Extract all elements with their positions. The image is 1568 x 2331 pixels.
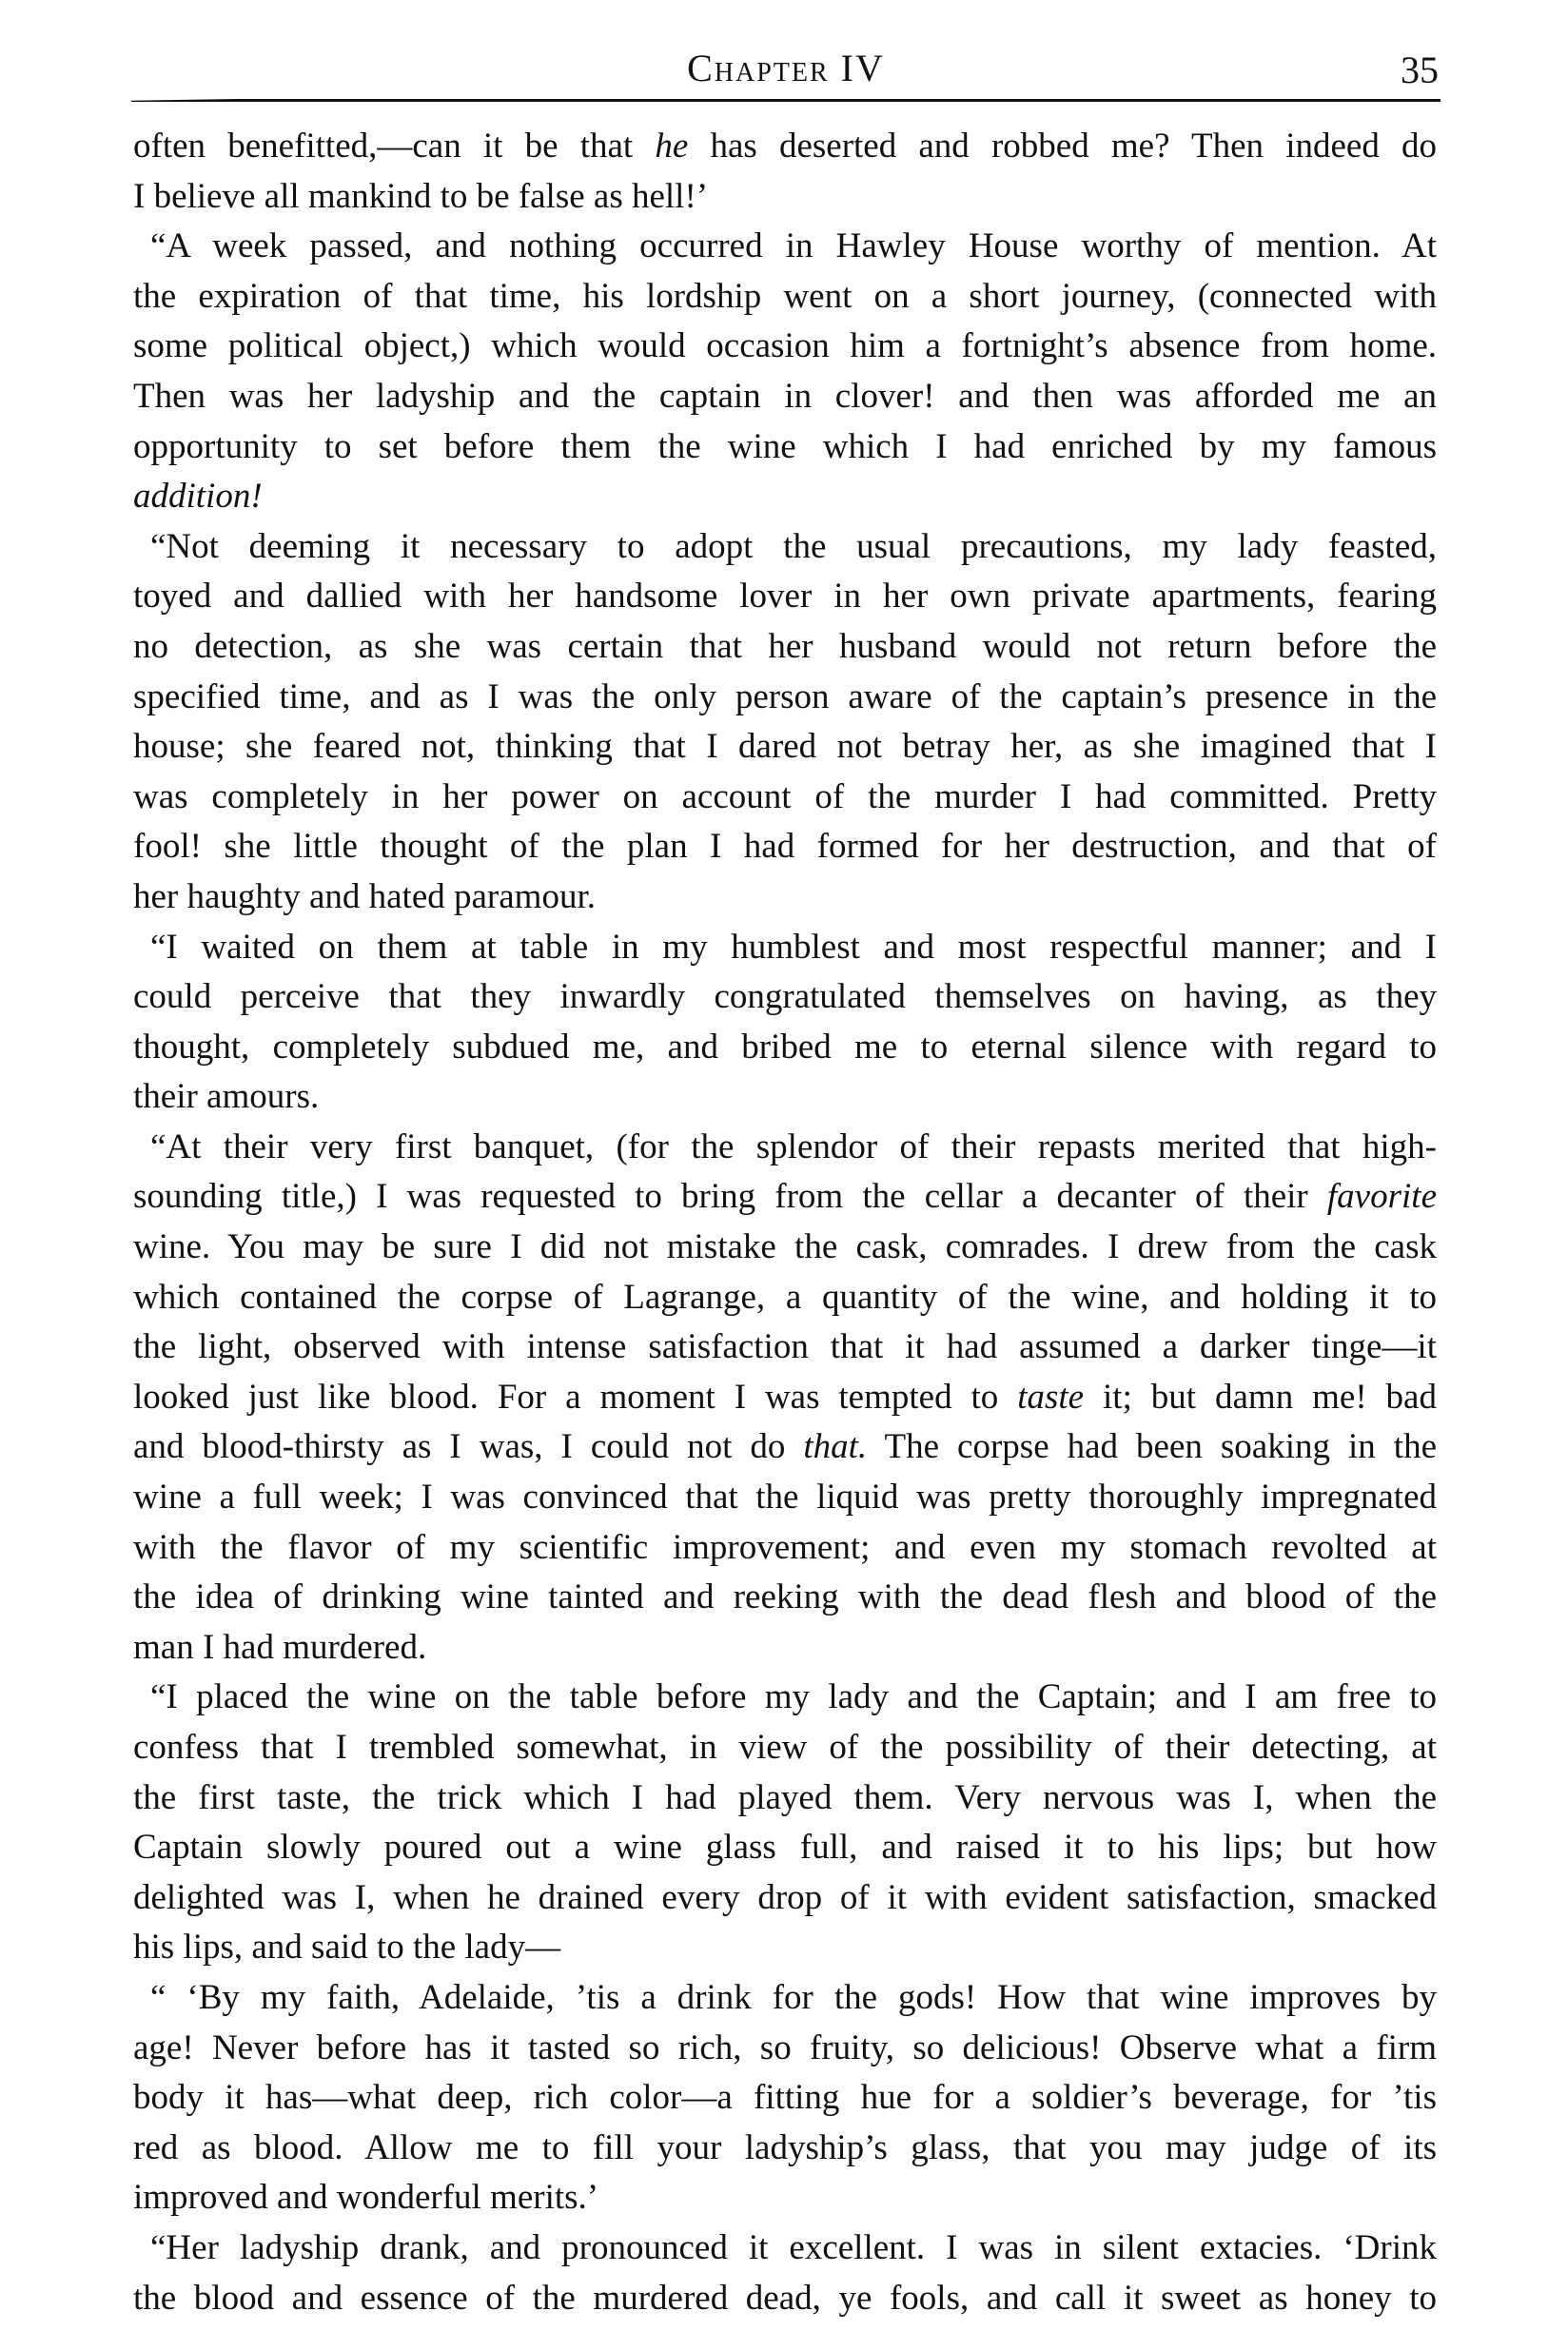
- text-run: fool! she little thought of the plan I had formed for her destruction, and that of: [133, 827, 1437, 867]
- text-line: [133, 2274, 1437, 2324]
- paragraph: [133, 522, 1437, 923]
- page-number: 35: [1401, 49, 1439, 91]
- text-line: [133, 1223, 1437, 1273]
- text-line: [133, 1923, 1437, 1973]
- text-run: body it has—what deep, rich color—a fitting hue for a soldier’s beverage, for ’tis: [133, 2078, 1437, 2118]
- text-line: [133, 1373, 1437, 1423]
- text-line: [133, 272, 1437, 323]
- text-line: [133, 572, 1437, 622]
- text-line: [133, 122, 1437, 172]
- text-line: [133, 1573, 1437, 1623]
- text-line: [133, 2173, 1437, 2223]
- text-run: the expiration of that time, his lordship went on a short journey, (connected with: [133, 276, 1437, 316]
- text-run: and blood-thirsty as I was, I could not do: [133, 1427, 804, 1467]
- paragraph: [133, 2223, 1437, 2323]
- text-line: [133, 2124, 1437, 2174]
- text-run: the blood and essence of the murdered dead, ye fools, and call it sweet as honey to: [133, 2278, 1437, 2318]
- text-line: [133, 1673, 1437, 1723]
- text-line: [133, 722, 1437, 773]
- text-run: improved and wonderful merits.’: [133, 2178, 599, 2218]
- text-line: [133, 773, 1437, 823]
- text-run: “ ‘By my faith, Adelaide, ’tis a drink for the gods! How that wine improves by: [150, 1977, 1437, 2017]
- text-line: [133, 1623, 1437, 1674]
- text-run: red as blood. Allow me to fill your ladyship’s glass, that you may judge of its: [133, 2127, 1437, 2167]
- text-run: Captain slowly poured out a wine glass full, and raised it to his lips; but how: [133, 1828, 1437, 1868]
- text-run: no detection, as she was certain that her husband would not return before the: [133, 626, 1437, 666]
- text-line: [133, 923, 1437, 973]
- text-run: toyed and dallied with her handsome lover in her own private apartments, fearing: [133, 577, 1437, 617]
- text-line: [133, 1172, 1437, 1223]
- text-run: “At their very first banquet, (for the splendor of their repasts merited that high-: [150, 1126, 1437, 1166]
- text-line: [133, 172, 1437, 223]
- text-line: [133, 2073, 1437, 2124]
- text-line: [133, 522, 1437, 573]
- paragraph: [133, 923, 1437, 1123]
- text-line: [133, 1723, 1437, 1773]
- text-line: [133, 1273, 1437, 1323]
- body-text: [133, 122, 1437, 2323]
- text-line: [133, 222, 1437, 272]
- text-line: [133, 1973, 1437, 2024]
- text-run: Then was her ladyship and the captain in clover! and then was afforded me an: [133, 376, 1437, 416]
- text-run: looked just like blood. For a moment I was tempted to: [133, 1377, 1018, 1417]
- text-line: [133, 2223, 1437, 2274]
- italic-text: favorite: [1326, 1177, 1437, 1217]
- text-line: [133, 1123, 1437, 1173]
- text-run: confess that I trembled somewhat, in view of the possibility of their detecting, at: [133, 1728, 1437, 1767]
- header-rule: [131, 99, 1441, 102]
- text-run: could perceive that they inwardly congratulated themselves on having, as they: [133, 977, 1437, 1017]
- chapter-title: Chapter IV: [687, 47, 885, 89]
- text-run: the first taste, the trick which I had played them. Very nervous was I, when the: [133, 1777, 1437, 1817]
- text-run: the light, observed with intense satisfaction that it had assumed a darker tinge—it: [133, 1327, 1437, 1367]
- italic-text: that.: [803, 1427, 868, 1467]
- text-line: [133, 622, 1437, 673]
- text-run: opportunity to set before them the wine which I had enriched by my famous: [133, 426, 1437, 466]
- text-run: their amours.: [133, 1077, 320, 1117]
- text-line: [133, 472, 1437, 522]
- text-line: [133, 1873, 1437, 1924]
- text-line: [133, 1422, 1437, 1473]
- text-run: house; she feared not, thinking that I dared not betray her, as she imagined that I: [133, 727, 1437, 767]
- text-line: [133, 1773, 1437, 1824]
- text-run: I believe all mankind to be false as hell!’: [133, 176, 709, 216]
- text-run: thought, completely subdued me, and bribed me to eternal silence with regard to: [133, 1027, 1437, 1067]
- paragraph: [133, 1673, 1437, 1973]
- text-run: “I placed the wine on the table before my lady and the Captain; and I am free to: [150, 1677, 1437, 1717]
- text-line: [133, 372, 1437, 422]
- text-line: [133, 1023, 1437, 1073]
- text-line: [133, 322, 1437, 372]
- text-run: his lips, and said to the lady—: [133, 1928, 561, 1968]
- text-line: [133, 972, 1437, 1023]
- text-run: “Her ladyship drank, and pronounced it excellent. I was in silent extacies. ‘Drink: [150, 2227, 1437, 2267]
- text-run: with the flavor of my scientific improvement; and even my stomach revolted at: [133, 1527, 1437, 1567]
- text-run: man I had murdered.: [133, 1627, 427, 1667]
- text-run: specified time, and as I was the only person aware of the captain’s presence in the: [133, 676, 1437, 716]
- text-run: has deserted and robbed me? Then indeed do: [688, 127, 1438, 166]
- italic-text: addition!: [133, 477, 263, 517]
- paragraph: [133, 1973, 1437, 2223]
- text-run: “I waited on them at table in my humblest and most respectful manner; and I: [150, 927, 1437, 967]
- text-run: “A week passed, and nothing occurred in Hawley House worthy of mention. At: [150, 226, 1437, 266]
- text-run: wine a full week; I was convinced that the liquid was pretty thoroughly impregnated: [133, 1478, 1437, 1518]
- text-line: [133, 1523, 1437, 1574]
- text-line: [133, 1473, 1437, 1523]
- text-line: [133, 673, 1437, 723]
- text-run: often benefitted,—can it be that: [133, 127, 656, 166]
- text-run: it; but damn me! bad: [1084, 1377, 1437, 1417]
- text-line: [133, 1823, 1437, 1873]
- text-run: The corpse had been soaking in the: [867, 1427, 1437, 1467]
- text-line: [133, 1322, 1437, 1373]
- text-run: delighted was I, when he drained every drop of it with evident satisfaction, smacked: [133, 1877, 1437, 1917]
- text-run: “Not deeming it necessary to adopt the usual precautions, my lady feasted,: [150, 526, 1437, 566]
- paragraph: [133, 1123, 1437, 1674]
- italic-text: taste: [1017, 1377, 1085, 1417]
- text-line: [133, 2024, 1437, 2074]
- text-run: wine. You may be sure I did not mistake the cask, comrades. I drew from the cask: [133, 1227, 1437, 1267]
- text-line: [133, 1072, 1437, 1123]
- text-run: her haughty and hated paramour.: [133, 876, 596, 916]
- text-run: age! Never before has it tasted so rich, so fruity, so delicious! Observe what a firm: [133, 2027, 1437, 2067]
- text-line: [133, 822, 1437, 872]
- text-line: [133, 422, 1437, 473]
- text-run: sounding title,) I was requested to bring from the cellar a decanter of their: [133, 1177, 1327, 1217]
- text-run: was completely in her power on account of the murder I had committed. Pretty: [133, 776, 1437, 816]
- text-run: some political object,) which would occasion him a fortnight’s absence from home.: [133, 326, 1437, 366]
- paragraph: [133, 222, 1437, 522]
- text-run: which contained the corpse of Lagrange, a quantity of the wine, and holding it to: [133, 1277, 1437, 1317]
- text-run: the idea of drinking wine tainted and reeking with the dead flesh and blood of the: [133, 1577, 1437, 1617]
- paragraph: [133, 122, 1437, 222]
- italic-text: he: [655, 127, 689, 166]
- text-line: [133, 872, 1437, 923]
- running-head: [133, 46, 1439, 99]
